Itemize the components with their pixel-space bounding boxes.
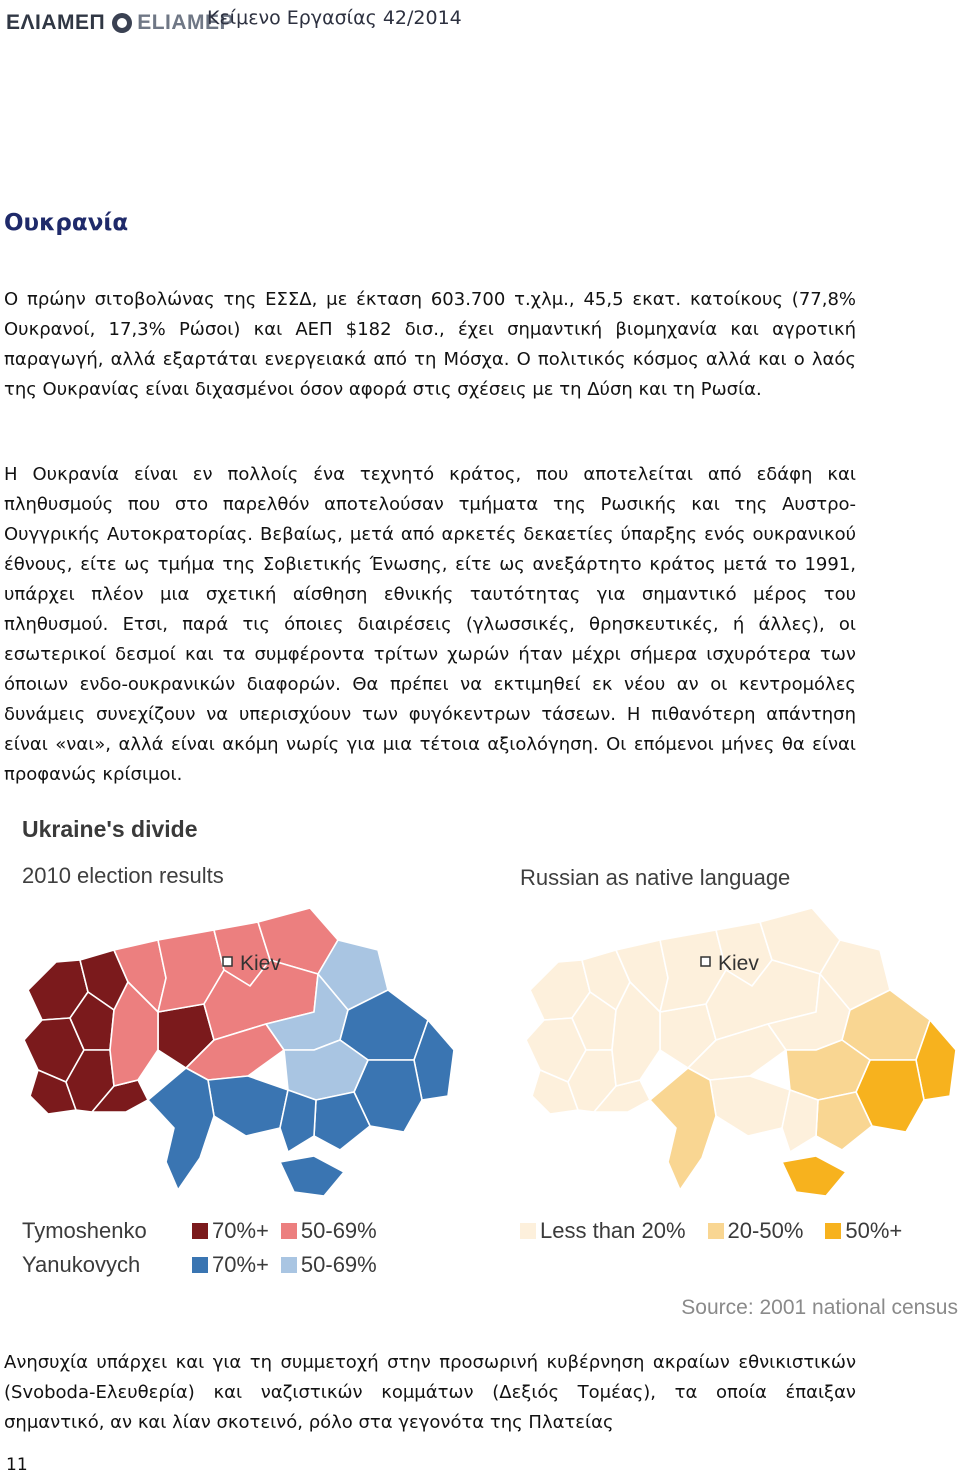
legend-label: 70%+ <box>212 1252 269 1277</box>
kiev-marker-icon <box>701 957 710 966</box>
page-header <box>0 0 960 44</box>
legend-name-tymoshenko: Tymoshenko <box>22 1218 147 1243</box>
logo-greek-text: ΕΛΙΑΜΕΠ <box>6 11 106 34</box>
figure-source: Source: 2001 national census <box>681 1296 958 1319</box>
figure-title: Ukraine's divide <box>22 816 198 842</box>
legend-swatch <box>520 1223 536 1239</box>
legend-label: 70%+ <box>212 1218 269 1243</box>
legend-label: 20-50% <box>727 1218 804 1243</box>
legend-swatch <box>281 1257 297 1273</box>
legend-russian-language <box>508 1218 902 1244</box>
document-reference: Κείμενο Εργασίας 42/2014 <box>207 7 462 29</box>
election-map-subtitle: 2010 election results <box>22 863 224 888</box>
section-title: Ουκρανία <box>4 210 129 236</box>
kiev-label-right: Kiev <box>718 952 759 975</box>
logo-emblem-icon <box>112 13 132 33</box>
legend-label: 50%+ <box>845 1218 903 1243</box>
region-mykolaiv <box>208 1076 288 1136</box>
kiev-label-left: Kiev <box>240 952 281 975</box>
paragraph-intro: Ο πρώην σιτοβολώνας της ΕΣΣΔ, με έκταση 603.700 τ.χλμ., 45,5 εκατ. κατοίκους (77,8% Ουκρανοί, 17,3% Ρώσοι) και ΑΕΠ $182 δισ., έχει σημαντική βιομηχανία και αγροτική παραγωγή, αλλά εξαρτάται ενεργειακά από τη Μόσχα. Ο πολιτικός κόσμος αλλά και ο λαός της Ουκρανίας είναι διχασμένοι όσον αφορά στις σχέσεις με τη Δύση και τη Ρωσία. <box>4 289 856 400</box>
legend-swatch <box>281 1223 297 1239</box>
language-map-subtitle: Russian as native language <box>520 865 791 890</box>
page-number: 11 <box>6 1455 28 1475</box>
legend-yanukovych <box>22 1252 377 1278</box>
paragraph-concern: Ανησυχία υπάρχει και για τη συμμετοχή στην προσωρινή κυβέρνηση ακραίων εθνικιστικών (Svoboda-Ελευθερία) και ναζιστικών κομμάτων (Δεξιός Τομέας), τα οποία έπαιξαν σημαντικό, αν και λίαν σκοτεινό, ρόλο στα γεγονότα της Πλατείας <box>4 1352 856 1433</box>
ukraine-divide-figure <box>0 808 960 1328</box>
legend-label: 50-69% <box>300 1218 377 1243</box>
legend-swatch <box>192 1223 208 1239</box>
lang-region-odesa <box>650 1068 716 1190</box>
legend-label: 50-69% <box>300 1252 377 1277</box>
lang-region-crimea <box>782 1156 846 1196</box>
election-results-map <box>18 900 458 1210</box>
lang-region-kherson <box>782 1090 818 1152</box>
legend-swatch <box>825 1223 841 1239</box>
legend-swatch <box>192 1257 208 1273</box>
russian-language-map <box>520 900 960 1210</box>
legend-tymoshenko <box>22 1218 377 1244</box>
legend-swatch <box>708 1223 724 1239</box>
lang-region-mykolaiv <box>710 1076 790 1136</box>
legend-name-yanukovych: Yanukovych <box>22 1252 141 1277</box>
kiev-marker-icon <box>223 957 232 966</box>
legend-label: Less than 20% <box>540 1218 686 1243</box>
logo-english-text: ELIAMEP <box>137 11 235 34</box>
paragraph-analysis: Η Ουκρανία είναι εν πολλοίς ένα τεχνητό κράτος, που αποτελείται από εδάφη και πληθυσμούς που στο παρελθόν αποτελούσαν τμήματα της Ρωσικής και της Αυστρο-Ουγγρικής Αυτοκρατορίας. Βεβαίως, μετά από αρκετές δεκαετίες ύπαρξης ενός ουκρανικού έθνους, είτε ως τμήμα της Σοβιετικής Ένωσης, είτε ως ανεξάρτητο κράτος μετά το 1991, υπάρχει πλέον μια σχετική αίσθηση εθνικής ταυτότητας για σημαντικό μέρος του πληθυσμού. Ετσι, παρά τις όποιες διαιρέσεις (γλωσσικές, θρησκευτικές, ή άλλες), οι εσωτερικοί δεσμοί και τα συμφέροντα τρίτων χωρών ήταν μέχρι σήμερα ισχυρότερα των όποιων ενδο-ουκρανικών διαφορών. Θα πρέπει να εκτιμηθεί εκ νέου αν οι κεντρομόλες δυνάμεις συνεχίζουν να υπερισχύουν των φυγόκεντρων τάσεων. Η πιθανότερη απάντηση είναι «ναι», αλλά είναι ακόμη νωρίς για μια τέτοια αξιολόγηση. Οι επόμενοι μήνες θα είναι προφανώς κρίσιμοι. <box>4 464 856 785</box>
region-odesa <box>148 1068 214 1190</box>
region-kherson <box>280 1090 316 1152</box>
region-crimea <box>280 1156 344 1196</box>
eliamep-logo <box>6 9 234 37</box>
